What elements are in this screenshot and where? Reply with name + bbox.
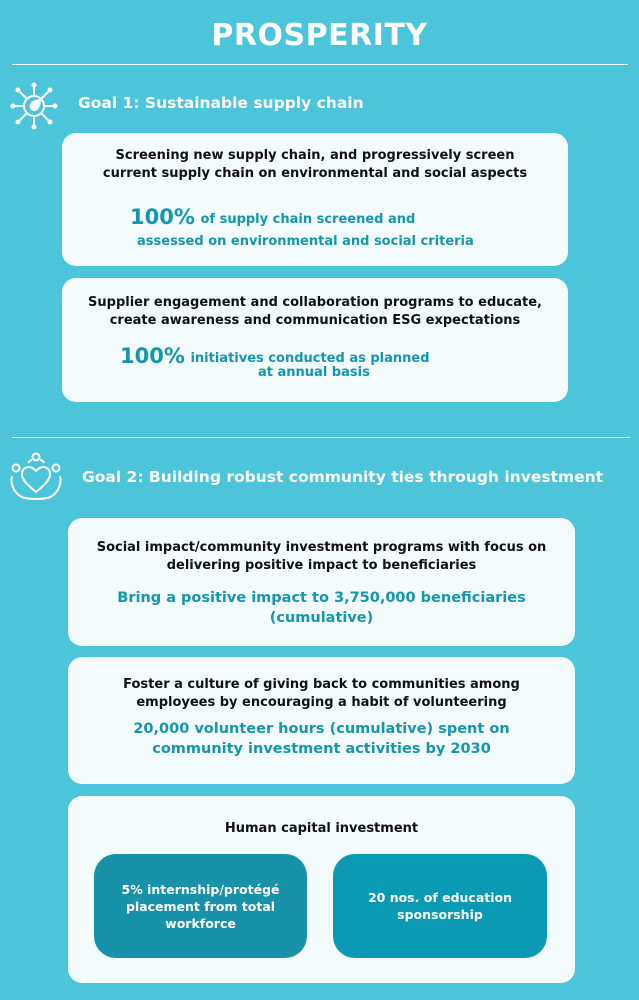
- goal1-card-1: [62, 133, 568, 266]
- card-target: 20,000 volunteer hours (cumulative) spent on community investment activities by 2030: [133, 721, 510, 757]
- goal2-title: Goal 2: Building robust community ties through investment: [82, 468, 604, 486]
- card-target: Bring a positive impact to 3,750,000 beneficiaries (cumulative): [117, 590, 526, 626]
- community-heart-icon: [6, 452, 66, 504]
- metric-text-line1: of supply chain screened and: [200, 212, 416, 227]
- education-sponsorship-pill: 20 nos. of education sponsorship: [333, 854, 547, 958]
- human-capital-card: [68, 796, 575, 983]
- internship-placement-pill: 5% internship/protégé placement from total workforce: [94, 854, 307, 958]
- card-description: Supplier engagement and collaboration programs to educate, create awareness and communication ESG expectations: [88, 295, 542, 328]
- leaf-network-icon: [8, 80, 60, 132]
- card-description: Screening new supply chain, and progressively screen current supply chain on environmental and social aspects: [102, 148, 528, 181]
- goal2-card-1: [68, 518, 575, 646]
- metric-text-line2: at annual basis: [258, 365, 370, 380]
- goal-divider: [12, 437, 630, 438]
- card-metric: [130, 205, 415, 229]
- page-title: PROSPERITY: [211, 18, 428, 53]
- metric-text-line1: initiatives conducted as planned: [190, 351, 430, 366]
- goal2-card-2: [68, 657, 575, 784]
- title-divider: [12, 64, 628, 65]
- goal1-card-2: [62, 278, 568, 402]
- human-capital-title: Human capital investment: [224, 821, 419, 836]
- card-description: Foster a culture of giving back to communities among employees by encouraging a habit of volunteering: [123, 677, 520, 710]
- metric-value: 100%: [130, 205, 195, 229]
- metric-value: 100%: [120, 344, 185, 368]
- goal1-title: Goal 1: Sustainable supply chain: [78, 94, 364, 112]
- card-description: Social impact/community investment programs with focus on delivering positive impact to beneficiaries: [96, 540, 547, 573]
- metric-text-line2: assessed on environmental and social criteria: [137, 234, 474, 249]
